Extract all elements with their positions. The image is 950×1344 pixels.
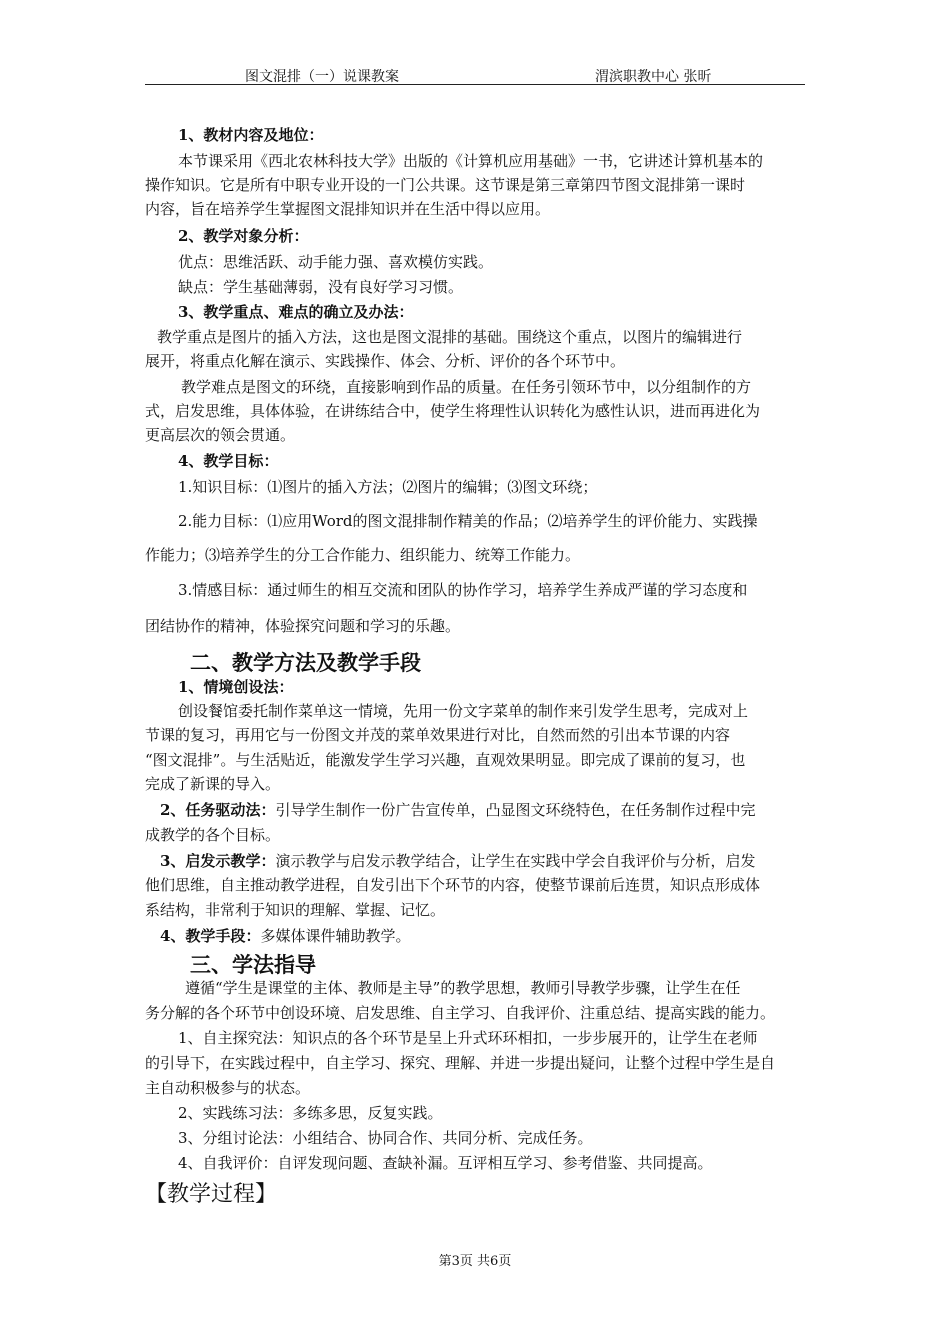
paragraph-line: 缺点：学生基础薄弱，没有良好学习习惯。 bbox=[178, 278, 464, 296]
paragraph-line: 的引导下，在实践过程中，自主学习、探究、理解、并进一步提出疑问，让整个过程中学生是自 bbox=[145, 1054, 776, 1072]
process-heading: 【教学过程】 bbox=[145, 1182, 278, 1207]
paragraph-line: 教学重点是图片的插入方法，这也是图文混排的基础。围绕这个重点，以图片的编辑进行 bbox=[157, 328, 743, 346]
paragraph-line: 1、自主探究法：知识点的各个环节是呈上升式环环相扣，一步步展开的，让学生在老师 bbox=[178, 1029, 758, 1047]
paragraph-line: 作能力；⑶培养学生的分工合作能力、组织能力、统筹工作能力。 bbox=[145, 546, 581, 564]
inline-heading: 3、启发示教学： bbox=[160, 852, 276, 870]
header-author: 渭滨职教中心 张昕 bbox=[595, 69, 712, 85]
paragraph-line: 3、分组讨论法：小组结合、协同合作、共同分析、完成任务。 bbox=[178, 1129, 593, 1147]
paragraph-line: 教学难点是图文的环绕，直接影响到作品的质量。在任务引领环节中，以分组制作的方 bbox=[181, 378, 752, 396]
chapter-heading: 三、学法指导 bbox=[190, 952, 316, 977]
paragraph-line: 4、自我评价：自评发现问题、查缺补漏。互评相互学习、参考借鉴、共同提高。 bbox=[178, 1154, 713, 1172]
paragraph-line: 遵循“学生是课堂的主体、教师是主导”的教学思想，教师引导教学步骤，让学生在任 bbox=[185, 979, 741, 997]
paragraph-line: 节课的复习，再用它与一份图文并茂的菜单效果进行对比，自然而然的引出本节课的内容 bbox=[145, 726, 731, 744]
inline-heading: 2、任务驱动法： bbox=[160, 801, 276, 819]
paragraph-line: 优点：思维活跃、动手能力强、喜欢模仿实践。 bbox=[178, 253, 494, 271]
inline-heading: 4、教学手段： bbox=[160, 927, 261, 945]
paragraph-line bbox=[160, 925, 410, 946]
inline-text: 演示教学与启发示教学结合，让学生在实践中学会自我评价与分析，启发 bbox=[275, 852, 756, 870]
page-header bbox=[145, 64, 805, 85]
section-heading: 1、情境创设法： bbox=[178, 678, 294, 696]
paragraph-line: 务分解的各个环节中创设环境、启发思维、自主学习、自我评价、注重总结、提高实践的能力。 bbox=[145, 1004, 776, 1022]
paragraph-line: 展开，将重点化解在演示、实践操作、体会、分析、评价的各个环节中。 bbox=[145, 352, 626, 370]
section-heading: 2、教学对象分析： bbox=[178, 227, 309, 245]
paragraph-line: 操作知识。它是所有中职专业开设的一门公共课。这节课是第三章第四节图文混排第一课时 bbox=[145, 176, 746, 194]
header-title: 图文混排（一）说课教案 bbox=[245, 69, 399, 85]
paragraph-line: 他们思维，自主推动教学进程，自发引出下个环节的内容，使整节课前后连贯，知识点形成体 bbox=[145, 876, 761, 894]
paragraph-line: 3.情感目标：通过师生的相互交流和团队的协作学习，培养学生养成严谨的学习态度和 bbox=[178, 581, 748, 599]
paragraph-line: 式，启发思维，具体体验，在讲练结合中，使学生将理性认识转化为感性认识，进而再进化为 bbox=[145, 402, 761, 420]
paragraph-line: 2、实践练习法：多练多思，反复实践。 bbox=[178, 1104, 443, 1122]
paragraph-line: 主自动积极参与的状态。 bbox=[145, 1079, 311, 1097]
paragraph-line: 本节课采用《西北农林科技大学》出版的《计算机应用基础》一书，它讲述计算机基本的 bbox=[178, 152, 764, 170]
paragraph-line: 系结构，非常利于知识的理解、掌握、记忆。 bbox=[145, 901, 446, 919]
paragraph-line: 团结协作的精神，体验探究问题和学习的乐趣。 bbox=[145, 617, 461, 635]
paragraph-line: 创设餐馆委托制作菜单这一情境，先用一份文字菜单的制作来引发学生思考，完成对上 bbox=[178, 702, 749, 720]
paragraph-line: 更高层次的领会贯通。 bbox=[145, 426, 296, 444]
paragraph-line: 2.能力目标：⑴应用Word的图文混排制作精美的作品；⑵培养学生的评价能力、实践操 bbox=[178, 512, 758, 530]
paragraph-line: 完成了新课的导入。 bbox=[145, 775, 281, 793]
inline-text: 引导学生制作一份广告宣传单，凸显图文环绕特色，在任务制作过程中完 bbox=[275, 801, 756, 819]
section-heading: 1、教材内容及地位： bbox=[178, 126, 324, 144]
paragraph-line bbox=[160, 799, 755, 820]
chapter-heading: 二、教学方法及教学手段 bbox=[190, 650, 421, 675]
paragraph-line: 成教学的各个目标。 bbox=[145, 826, 281, 844]
inline-text: 多媒体课件辅助教学。 bbox=[260, 927, 411, 945]
section-heading: 4、教学目标： bbox=[178, 452, 279, 470]
paragraph-line bbox=[160, 850, 755, 871]
paragraph-line: “图文混排”。与生活贴近，能激发学生学习兴趣，直观效果明显。即完成了课前的复习，也 bbox=[145, 751, 746, 769]
paragraph-line: 内容，旨在培养学生掌握图文混排知识并在生活中得以应用。 bbox=[145, 200, 551, 218]
section-heading: 3、教学重点、难点的确立及办法： bbox=[178, 303, 414, 321]
paragraph-line: 1.知识目标：⑴图片的插入方法；⑵图片的编辑；⑶图文环绕； bbox=[178, 478, 598, 496]
page-footer: 第3页 共6页 bbox=[438, 1254, 512, 1269]
